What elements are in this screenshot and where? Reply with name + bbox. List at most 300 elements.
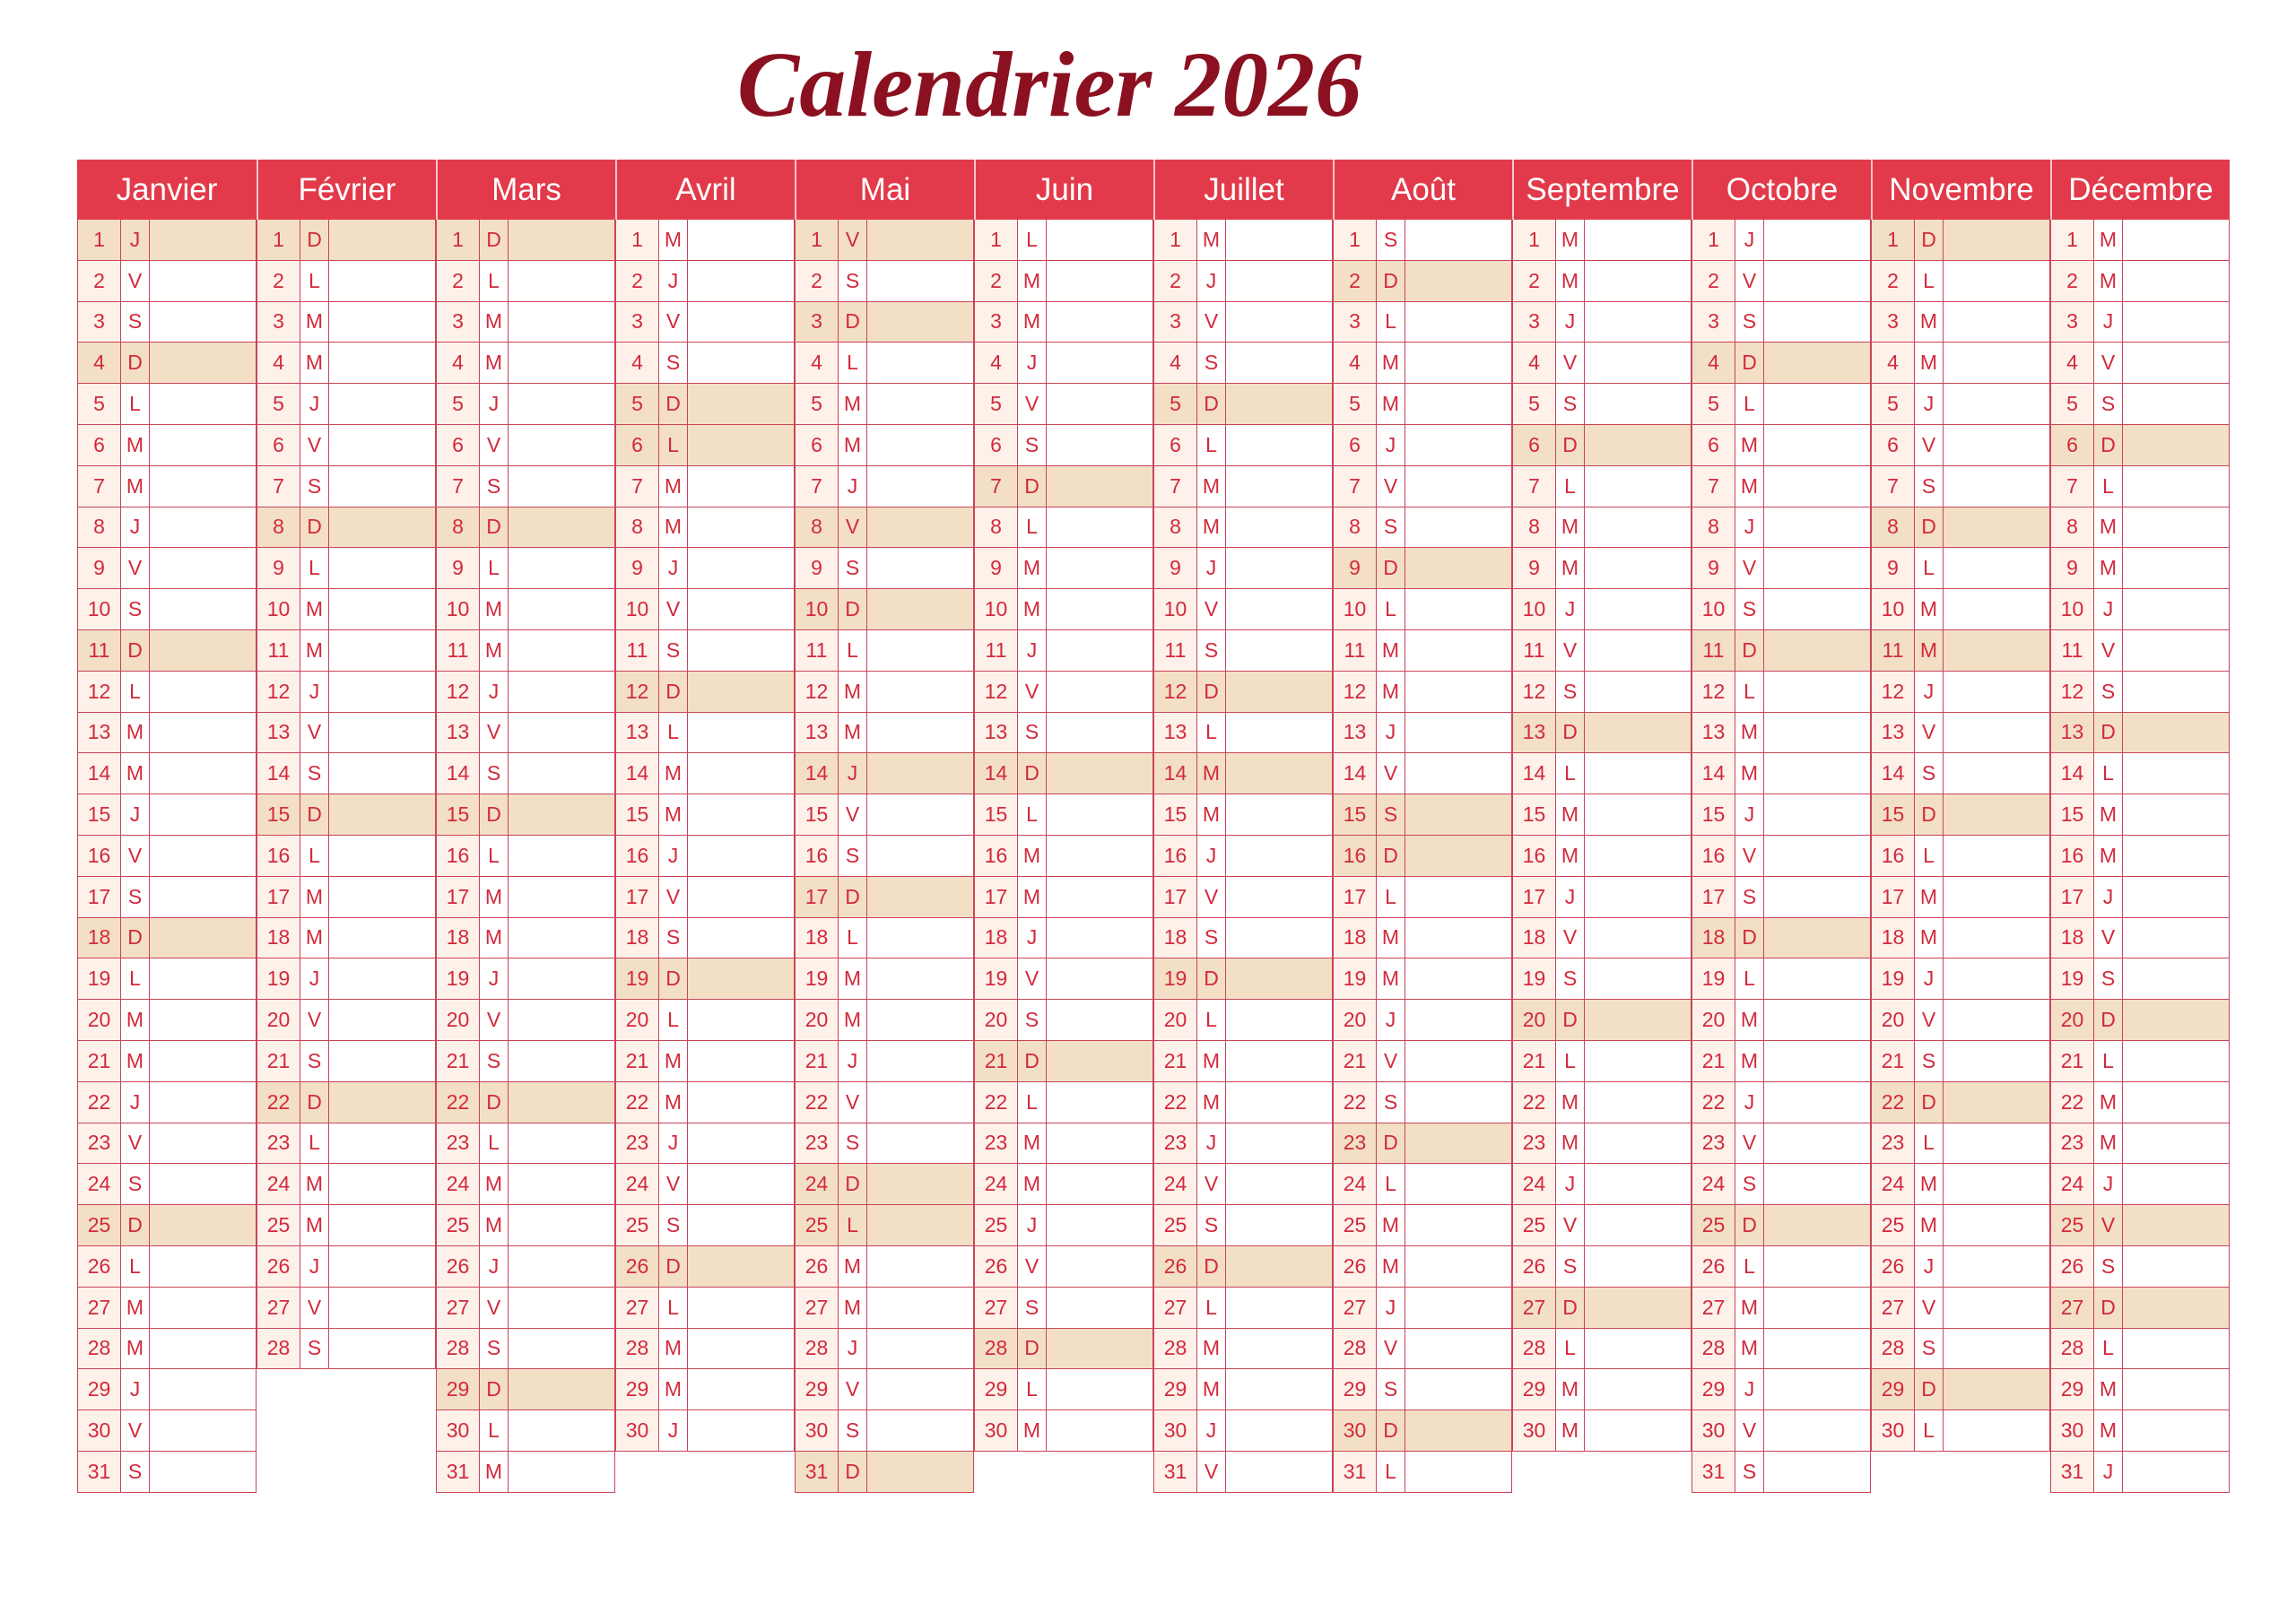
day-row [1692,753,1871,794]
day-row [1692,630,1871,672]
note-cell [1585,794,1692,835]
day-row [1334,713,1512,754]
day-number: 24 [796,1164,839,1204]
note-cell [329,958,436,999]
note-cell [509,384,615,424]
month-column [974,160,1153,1493]
day-number: 15 [78,794,121,835]
weekday-letter: V [121,261,150,301]
day-row [1872,877,2050,918]
day-number: 17 [975,877,1018,917]
day-number: 14 [1692,753,1735,794]
note-cell [1047,713,1153,753]
day-row [616,466,795,507]
note-cell [688,1329,795,1369]
day-number: 11 [1513,630,1556,671]
day-number: 6 [437,425,480,465]
note-cell [1405,1164,1512,1204]
day-row [1334,1246,1512,1288]
day-number: 19 [78,958,121,999]
day-number: 20 [796,1000,839,1040]
day-number: 24 [437,1164,480,1204]
weekday-letter: J [659,548,688,588]
note-cell [867,836,974,876]
day-row [1513,1041,1692,1082]
day-number: 7 [78,466,121,507]
weekday-letter: D [1915,794,1944,835]
note-cell [688,1410,795,1451]
day-row [78,713,257,754]
note-cell [2123,958,2230,999]
day-row [1872,384,2050,425]
note-cell [1226,672,1333,712]
day-row [1872,1246,2050,1288]
day-row [1692,507,1871,549]
month-column [1153,160,1333,1493]
day-row [1872,1041,2050,1082]
day-row [616,836,795,877]
note-cell [1226,753,1333,794]
day-row [1513,1123,1692,1165]
note-cell [688,1288,795,1328]
day-row [78,1452,257,1493]
day-row [1513,384,1692,425]
note-cell [150,1369,257,1409]
note-cell [509,1369,615,1409]
day-row [1872,220,2050,261]
day-row [1154,343,1333,384]
weekday-letter: J [839,466,867,507]
note-cell [1585,1288,1692,1328]
day-row [78,1000,257,1041]
day-list [1512,220,1692,1452]
weekday-letter: L [480,1410,509,1451]
day-row [1154,713,1333,754]
note-cell [2123,548,2230,588]
day-number: 19 [1872,958,1915,999]
note-cell [509,958,615,999]
day-row [437,220,615,261]
weekday-letter: J [659,1410,688,1451]
note-cell [1764,548,1871,588]
day-number: 8 [257,507,300,548]
weekday-letter: M [1735,1288,1764,1328]
day-row [2051,302,2230,343]
day-number: 29 [1154,1369,1197,1409]
day-number: 30 [78,1410,121,1451]
note-cell [2123,1410,2230,1451]
day-number: 30 [1334,1410,1377,1451]
day-number: 18 [1872,918,1915,958]
day-row [975,1082,1153,1123]
weekday-letter: M [2094,1082,2123,1123]
note-cell [1585,343,1692,383]
weekday-letter: V [480,1288,509,1328]
note-cell [1764,1369,1871,1409]
day-number: 27 [1872,1288,1915,1328]
weekday-letter: M [1018,1410,1047,1451]
day-number: 16 [1872,836,1915,876]
day-row [437,918,615,959]
weekday-letter: M [1377,672,1405,712]
month-header: Mai [795,160,974,220]
weekday-letter: S [1018,425,1047,465]
day-row [1154,1288,1333,1329]
note-cell [688,630,795,671]
note-cell [509,1329,615,1369]
note-cell [1585,630,1692,671]
weekday-letter: J [1018,343,1047,383]
day-number: 21 [1154,1041,1197,1081]
weekday-letter: D [659,672,688,712]
day-number: 12 [1872,672,1915,712]
day-number: 11 [257,630,300,671]
day-number: 21 [437,1041,480,1081]
day-row [1872,1205,2050,1246]
note-cell [867,507,974,548]
month-column [1333,160,1512,1493]
weekday-letter: M [1197,507,1226,548]
weekday-letter: M [659,1329,688,1369]
weekday-letter: V [1915,713,1944,753]
day-number: 9 [1872,548,1915,588]
weekday-letter: V [839,794,867,835]
day-number: 4 [1872,343,1915,383]
note-cell [2123,1041,2230,1081]
note-cell [867,1246,974,1287]
day-number: 31 [437,1452,480,1492]
day-row [1334,507,1512,549]
day-row [437,302,615,343]
day-row [78,1041,257,1082]
weekday-letter: J [480,958,509,999]
day-row [796,1041,974,1082]
day-row [2051,713,2230,754]
day-row [257,548,436,589]
note-cell [1226,1000,1333,1040]
day-row [1154,630,1333,672]
weekday-letter: V [2094,630,2123,671]
day-row [2051,261,2230,302]
day-number: 20 [257,1000,300,1040]
note-cell [1585,507,1692,548]
note-cell [1585,958,1692,999]
weekday-letter: M [480,1164,509,1204]
day-row [796,1164,974,1205]
weekday-letter: S [659,918,688,958]
weekday-letter: S [1915,1329,1944,1369]
day-row [2051,1123,2230,1165]
day-number: 8 [78,507,121,548]
day-number: 13 [1154,713,1197,753]
day-row [975,343,1153,384]
day-number: 28 [2051,1329,2094,1369]
day-number: 15 [437,794,480,835]
day-number: 27 [1692,1288,1735,1328]
day-row [257,302,436,343]
note-cell [1764,753,1871,794]
weekday-letter: M [1197,466,1226,507]
month-header: Juin [974,160,1153,220]
day-row [1872,1329,2050,1370]
day-row [616,958,795,1000]
weekday-letter: D [2094,425,2123,465]
note-cell [2123,918,2230,958]
day-row [1334,302,1512,343]
weekday-letter: M [2094,220,2123,260]
weekday-letter: L [1197,713,1226,753]
weekday-letter: S [2094,672,2123,712]
day-number: 8 [1692,507,1735,548]
weekday-letter: L [1018,1082,1047,1123]
day-number: 16 [2051,836,2094,876]
day-number: 21 [1334,1041,1377,1081]
day-number: 14 [2051,753,2094,794]
day-row [1334,343,1512,384]
weekday-letter: V [1735,1123,1764,1164]
note-cell [1764,1082,1871,1123]
day-number: 18 [257,918,300,958]
weekday-letter: M [121,1000,150,1040]
day-number: 14 [257,753,300,794]
note-cell [688,1369,795,1409]
day-row [1692,713,1871,754]
day-number: 9 [78,548,121,588]
weekday-letter: M [1197,1082,1226,1123]
day-row [1692,794,1871,836]
weekday-letter: M [121,425,150,465]
day-number: 27 [1334,1288,1377,1328]
weekday-letter: D [480,1369,509,1409]
day-number: 10 [616,589,659,629]
day-number: 27 [975,1288,1018,1328]
day-row [1692,918,1871,959]
note-cell [688,877,795,917]
note-cell [150,1041,257,1081]
note-cell [1585,220,1692,260]
day-row [2051,1452,2230,1493]
weekday-letter: J [121,220,150,260]
day-number: 20 [1334,1000,1377,1040]
day-number: 28 [796,1329,839,1369]
day-number: 31 [1154,1452,1197,1492]
day-row [1334,958,1512,1000]
day-number: 16 [257,836,300,876]
weekday-letter: S [300,753,329,794]
weekday-letter: V [1377,1329,1405,1369]
day-number: 3 [437,302,480,343]
note-cell [1226,1123,1333,1164]
weekday-letter: J [1735,1082,1764,1123]
day-row [1334,918,1512,959]
weekday-letter: L [1915,261,1944,301]
day-row [1154,507,1333,549]
day-row [1513,261,1692,302]
day-number: 5 [1334,384,1377,424]
weekday-letter: M [1018,836,1047,876]
note-cell [150,1000,257,1040]
weekday-letter: L [659,425,688,465]
day-number: 23 [975,1123,1018,1164]
day-number: 23 [1154,1123,1197,1164]
weekday-letter: M [2094,507,2123,548]
note-cell [1585,672,1692,712]
day-row [616,630,795,672]
note-cell [867,1452,974,1492]
weekday-letter: S [1377,1369,1405,1409]
weekday-letter: M [1197,220,1226,260]
day-row [1154,425,1333,466]
note-cell [329,630,436,671]
day-number: 3 [975,302,1018,343]
day-number: 16 [616,836,659,876]
note-cell [867,672,974,712]
day-number: 13 [2051,713,2094,753]
note-cell [1764,220,1871,260]
note-cell [150,1082,257,1123]
weekday-letter: J [1915,1246,1944,1287]
note-cell [688,384,795,424]
note-cell [150,384,257,424]
weekday-letter: M [2094,836,2123,876]
weekday-letter: V [1735,836,1764,876]
day-number: 19 [2051,958,2094,999]
day-number: 29 [78,1369,121,1409]
day-number: 14 [616,753,659,794]
weekday-letter: D [1377,1410,1405,1451]
note-cell [509,548,615,588]
note-cell [1585,425,1692,465]
weekday-letter: M [659,466,688,507]
day-number: 25 [975,1205,1018,1245]
day-row [1872,466,2050,507]
weekday-letter: M [1556,507,1585,548]
note-cell [150,466,257,507]
day-row [1872,1082,2050,1123]
note-cell [867,302,974,343]
day-list [1153,220,1333,1493]
note-cell [2123,302,2230,343]
day-row [796,302,974,343]
note-cell [1047,672,1153,712]
day-row [616,672,795,713]
day-number: 20 [616,1000,659,1040]
note-cell [867,548,974,588]
day-row [78,589,257,630]
weekday-letter: M [480,1205,509,1245]
note-cell [1764,1123,1871,1164]
note-cell [1405,877,1512,917]
day-row [78,958,257,1000]
note-cell [509,1041,615,1081]
day-number: 28 [975,1329,1018,1369]
day-number: 24 [257,1164,300,1204]
day-row [975,1246,1153,1288]
day-row [616,384,795,425]
day-row [257,466,436,507]
weekday-letter: L [1018,220,1047,260]
day-row [2051,1288,2230,1329]
day-row [1334,261,1512,302]
note-cell [1764,466,1871,507]
weekday-letter: L [480,836,509,876]
day-number: 4 [975,343,1018,383]
note-cell [688,958,795,999]
weekday-letter: J [1556,1164,1585,1204]
weekday-letter: M [659,1041,688,1081]
weekday-letter: V [1377,753,1405,794]
weekday-letter: D [480,1082,509,1123]
weekday-letter: J [839,1041,867,1081]
day-row [1154,261,1333,302]
weekday-letter: J [1735,794,1764,835]
day-row [437,1205,615,1246]
day-row [1334,877,1512,918]
weekday-letter: S [839,836,867,876]
note-cell [1226,1329,1333,1369]
weekday-letter: M [1915,302,1944,343]
day-number: 21 [2051,1041,2094,1081]
day-number: 17 [1872,877,1915,917]
note-cell [1585,1000,1692,1040]
day-number: 7 [1154,466,1197,507]
day-number: 10 [78,589,121,629]
day-number: 19 [1154,958,1197,999]
weekday-letter: V [1018,1246,1047,1287]
day-number: 12 [1513,672,1556,712]
day-number: 10 [975,589,1018,629]
note-cell [2123,1329,2230,1369]
day-number: 2 [1692,261,1735,301]
day-number: 25 [78,1205,121,1245]
day-list [436,220,615,1493]
note-cell [329,1041,436,1081]
note-cell [1585,589,1692,629]
day-number: 16 [1692,836,1735,876]
note-cell [329,794,436,835]
day-row [437,548,615,589]
note-cell [1047,1410,1153,1451]
note-cell [1405,836,1512,876]
day-number: 22 [1692,1082,1735,1123]
weekday-letter: L [1735,672,1764,712]
day-number: 13 [616,713,659,753]
day-row [796,1082,974,1123]
day-row [2051,1205,2230,1246]
day-number: 29 [1334,1369,1377,1409]
note-cell [1047,425,1153,465]
day-row [1334,1041,1512,1082]
day-number: 13 [437,713,480,753]
weekday-letter: J [300,672,329,712]
weekday-letter: M [300,589,329,629]
note-cell [688,425,795,465]
day-number: 7 [796,466,839,507]
weekday-letter: S [1018,1000,1047,1040]
weekday-letter: D [1377,548,1405,588]
note-cell [1764,1164,1871,1204]
weekday-letter: S [659,343,688,383]
note-cell [509,1452,615,1492]
day-number: 2 [616,261,659,301]
day-row [437,384,615,425]
day-row [257,672,436,713]
day-row [2051,548,2230,589]
day-number: 18 [2051,918,2094,958]
note-cell [2123,1452,2230,1492]
day-row [1513,672,1692,713]
day-row [1513,794,1692,836]
